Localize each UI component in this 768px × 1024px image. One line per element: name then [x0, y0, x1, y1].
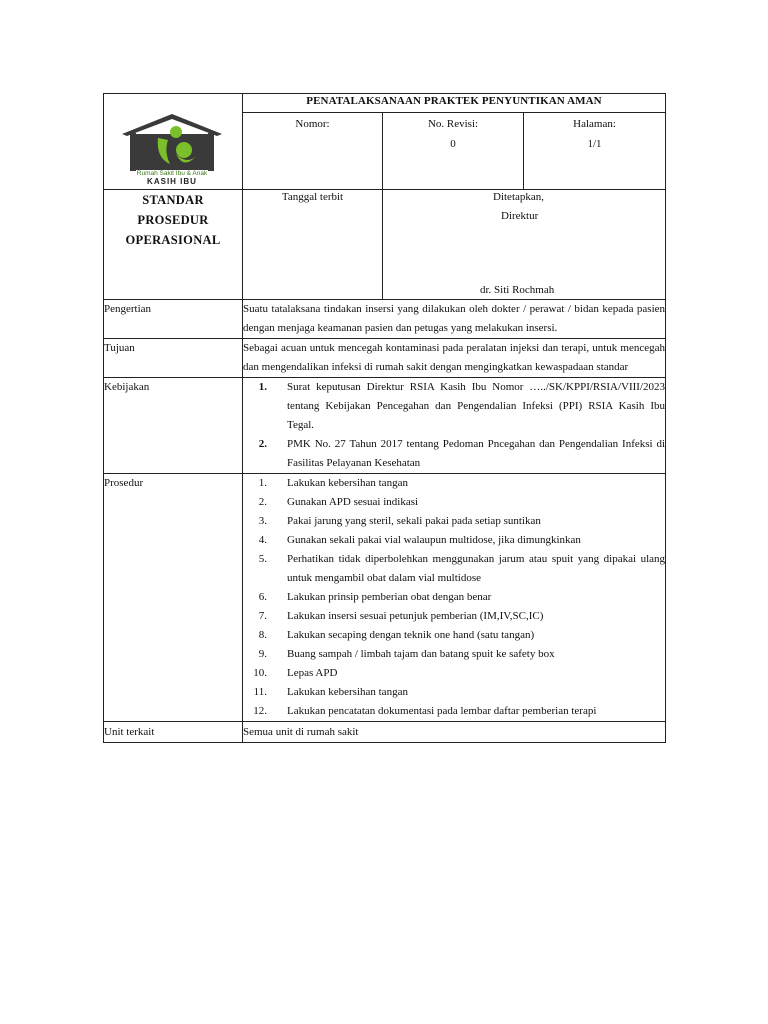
list-text: Gunakan sekali pakai vial walaupun multidose, jika dimungkinkan — [287, 534, 581, 546]
hospital-house-logo-icon — [118, 112, 226, 174]
logo-name: KASIH IBU — [147, 177, 197, 186]
list-number: 2. — [258, 496, 267, 508]
list-item — [243, 435, 665, 473]
logo-cell — [104, 94, 243, 190]
list-item — [243, 645, 665, 664]
tujuan-label: Tujuan — [104, 339, 243, 378]
sop-title-line3: OPERASIONAL — [125, 233, 221, 247]
list-number: 9. — [258, 648, 267, 660]
unit-terkait-cell — [243, 722, 666, 743]
logo-subtitle: Rumah Sakit Ibu & Anak — [136, 170, 208, 177]
list-number: 1. — [258, 477, 267, 489]
nomor-label: Nomor: — [295, 118, 330, 130]
list-item — [243, 493, 665, 512]
halaman-label: Halaman: — [573, 118, 616, 130]
hospital-logo — [118, 112, 226, 192]
unit-terkait-text: Semua unit di rumah sakit — [243, 726, 359, 738]
list-text: Lakukan prinsip pemberian obat dengan benar — [287, 591, 492, 603]
list-item — [243, 607, 665, 626]
ditetapkan-label: Ditetapkan, — [493, 191, 545, 203]
direktur-label: Direktur — [501, 210, 539, 222]
unit-terkait-label: Unit terkait — [104, 722, 243, 743]
tanggal-terbit-cell — [243, 190, 383, 300]
pengertian-label: Pengertian — [104, 300, 243, 339]
list-text: Lepas APD — [287, 667, 338, 679]
list-text: Surat keputusan Direktur RSIA Kasih Ibu Nomor …../SK/KPPI/RSIA/VIII/2023 tentang Kebijakan Pencegahan dan Pengendalian Infeksi (PPI) RSIA Kasih Ibu Tegal. — [287, 381, 666, 431]
list-text: Lakukan insersi sesuai petunjuk pemberian (IM,IV,SC,IC) — [287, 610, 544, 622]
list-text: PMK No. 27 Tahun 2017 tentang Pedoman Pncegahan dan Pengendalian Infeksi di Fasilitas Pelayanan Kesehatan — [287, 438, 666, 469]
ditetapkan-cell — [383, 190, 666, 300]
list-number: 1. — [258, 381, 267, 393]
list-item — [243, 378, 665, 435]
list-number: 3. — [258, 515, 267, 527]
list-number: 5. — [258, 553, 267, 565]
sop-title — [104, 190, 243, 300]
list-item — [243, 512, 665, 531]
tujuan-text: Sebagai acuan untuk mencegah kontaminasi pada peralatan injeksi dan terapi, untuk mencegah dan mengendalikan infeksi di rumah sakit dengan mengingkatkan kewaspadaan standar — [243, 342, 666, 373]
revisi-label: No. Revisi: — [427, 118, 479, 130]
sop-title-line1: STANDAR — [142, 193, 204, 207]
sop-title-line2: PROSEDUR — [137, 213, 209, 227]
list-item — [243, 588, 665, 607]
list-number: 10. — [253, 667, 267, 679]
list-number: 6. — [258, 591, 267, 603]
list-item — [243, 550, 665, 588]
nomor-cell — [243, 113, 383, 190]
list-item — [243, 683, 665, 702]
prosedur-list — [243, 474, 665, 721]
list-text: Buang sampah / limbah tajam dan batang spuit ke safety box — [287, 648, 555, 660]
list-number: 2. — [258, 438, 267, 450]
list-item — [243, 702, 665, 721]
list-text: Lakukan pencatatan dokumentasi pada lembar daftar pemberian terapi — [287, 705, 597, 717]
tujuan-cell — [243, 339, 666, 378]
signer-name: dr. Siti Rochmah — [480, 284, 555, 296]
list-item — [243, 474, 665, 493]
list-number: 8. — [258, 629, 267, 641]
revisi-cell — [383, 113, 524, 190]
prosedur-label: Prosedur — [104, 474, 243, 722]
list-number: 12. — [253, 705, 267, 717]
sop-table — [103, 93, 666, 743]
pengertian-cell — [243, 300, 666, 339]
kebijakan-label: Kebijakan — [104, 378, 243, 474]
list-text: Lakukan kebersihan tangan — [287, 477, 408, 489]
revisi-value: 0 — [450, 138, 456, 150]
list-text: Pakai jarung yang steril, sekali pakai pada setiap suntikan — [287, 515, 541, 527]
kebijakan-cell — [243, 378, 666, 474]
list-item — [243, 626, 665, 645]
tanggal-terbit-label: Tanggal terbit — [281, 191, 344, 203]
pengertian-text: Suatu tatalaksana tindakan insersi yang dilakukan oleh dokter / perawat / bidan kepada pasien dengan menjaga keamanan pasien dan petugas yang melakukan insersi. — [243, 303, 666, 334]
halaman-value: 1/1 — [587, 138, 602, 150]
list-number: 7. — [258, 610, 267, 622]
halaman-cell — [524, 113, 666, 190]
list-number: 4. — [258, 534, 267, 546]
list-text: Perhatikan tidak diperbolehkan menggunakan jarum atau spuit yang dipakai ulang untuk mengambil obat dalam vial multidose — [287, 553, 666, 584]
list-number: 11. — [253, 686, 267, 698]
list-item — [243, 664, 665, 683]
document-title: PENATALAKSANAAN PRAKTEK PENYUNTIKAN AMAN — [243, 94, 666, 113]
prosedur-cell — [243, 474, 666, 722]
list-text: Lakukan secaping dengan teknik one hand (satu tangan) — [287, 629, 535, 641]
list-text: Gunakan APD sesuai indikasi — [287, 496, 419, 508]
list-text: Lakukan kebersihan tangan — [287, 686, 408, 698]
list-item — [243, 531, 665, 550]
kebijakan-list — [243, 378, 665, 473]
